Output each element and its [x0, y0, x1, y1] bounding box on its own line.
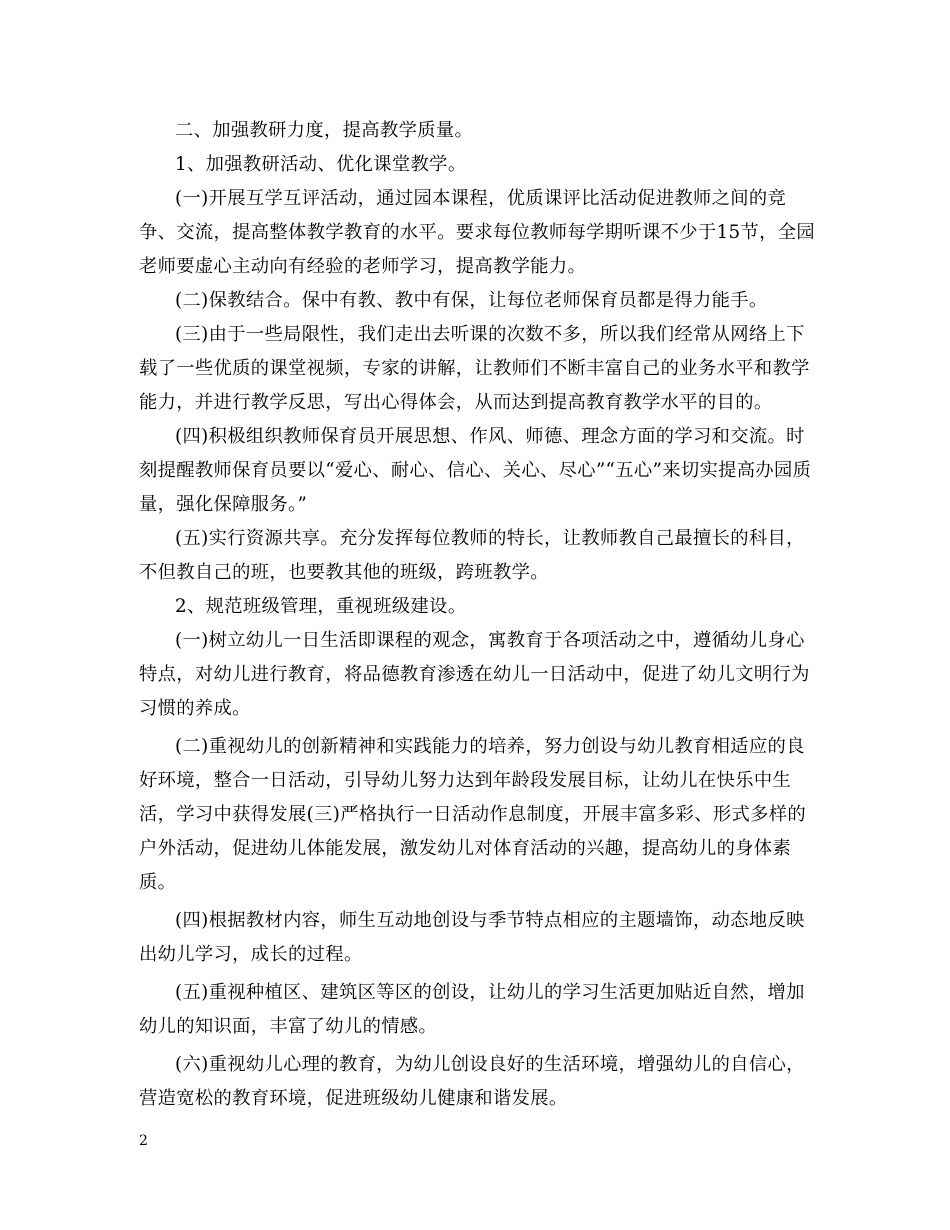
- paragraph: (五)重视种植区、建筑区等区的创设，让幼儿的学习生活更加贴近自然，增加幼儿的知识面，丰富了幼儿的情感。: [139, 982, 805, 1037]
- paragraph: (四)根据教材内容，师生互动地创设与季节特点相应的主题墙饰，动态地反映出幼儿学习，成长的过程。: [139, 910, 805, 965]
- paragraph: (三)由于一些局限性，我们走出去听课的次数不多，所以我们经常从网络上下载了一些优质的课堂视频，专家的讲解，让教师们不断丰富自己的业务水平和教学能力，并进行教学反思，写出心得体会，从而达到提高教育教学水平的目的。: [139, 324, 810, 413]
- section-heading: 二、加强教研力度，提高教学质量。: [175, 120, 474, 141]
- paragraph: (六)重视幼儿心理的教育，为幼儿创设良好的生活环境，增强幼儿的自信心，营造宽松的教育环境，促进班级幼儿健康和谐发展。: [139, 1054, 805, 1109]
- paragraph: (四)积极组织教师保育员开展思想、作风、师德、理念方面的学习和交流。时刻提醒教师保育员要以“爱心、耐心、信心、关心、尽心”“五心”来切实提高办园质量，强化保障服务。”: [139, 426, 812, 515]
- paragraph: (一)开展互学互评活动，通过园本课程，优质课评比活动促进教师之间的竞争、交流，提高整体教学教育的水平。要求每位教师每学期听课不少于15节，全园老师要虚心主动向有经验的老师学习，提高教学能力。: [139, 188, 816, 277]
- page-number: 2: [139, 1133, 148, 1149]
- body-text: [139, 114, 819, 1116]
- paragraph: (一)树立幼儿一日生活即课程的观念，寓教育于各项活动之中，遵循幼儿身心特点，对幼儿进行教育，将品德教育渗透在幼儿一日活动中，促进了幼儿文明行为习惯的养成。: [139, 630, 810, 719]
- subsection-heading: 1、加强教研活动、优化课堂教学。: [175, 154, 467, 175]
- paragraph: (五)实行资源共享。充分发挥每位教师的特长，让教师教自己最擅长的科目，不但教自己的班，也要教其他的班级，跨班教学。: [139, 528, 805, 583]
- paragraph: (二)重视幼儿的创新精神和实践能力的培养，努力创设与幼儿教育相适应的良好环境，整合一日活动，引导幼儿努力达到年龄段发展目标，让幼儿在快乐中生活，学习中获得发展(三)严格执行一日活动作息制度，开展丰富多彩、形式多样的户外活动，促进幼儿体能发展，激发幼儿对体育活动的兴趣，提高幼儿的身体素质。: [139, 736, 807, 893]
- paragraph: (二)保教结合。保中有教、教中有保，让每位老师保育员都是得力能手。: [175, 290, 768, 311]
- subsection-heading: 2、规范班级管理，重视班级建设。: [175, 596, 467, 617]
